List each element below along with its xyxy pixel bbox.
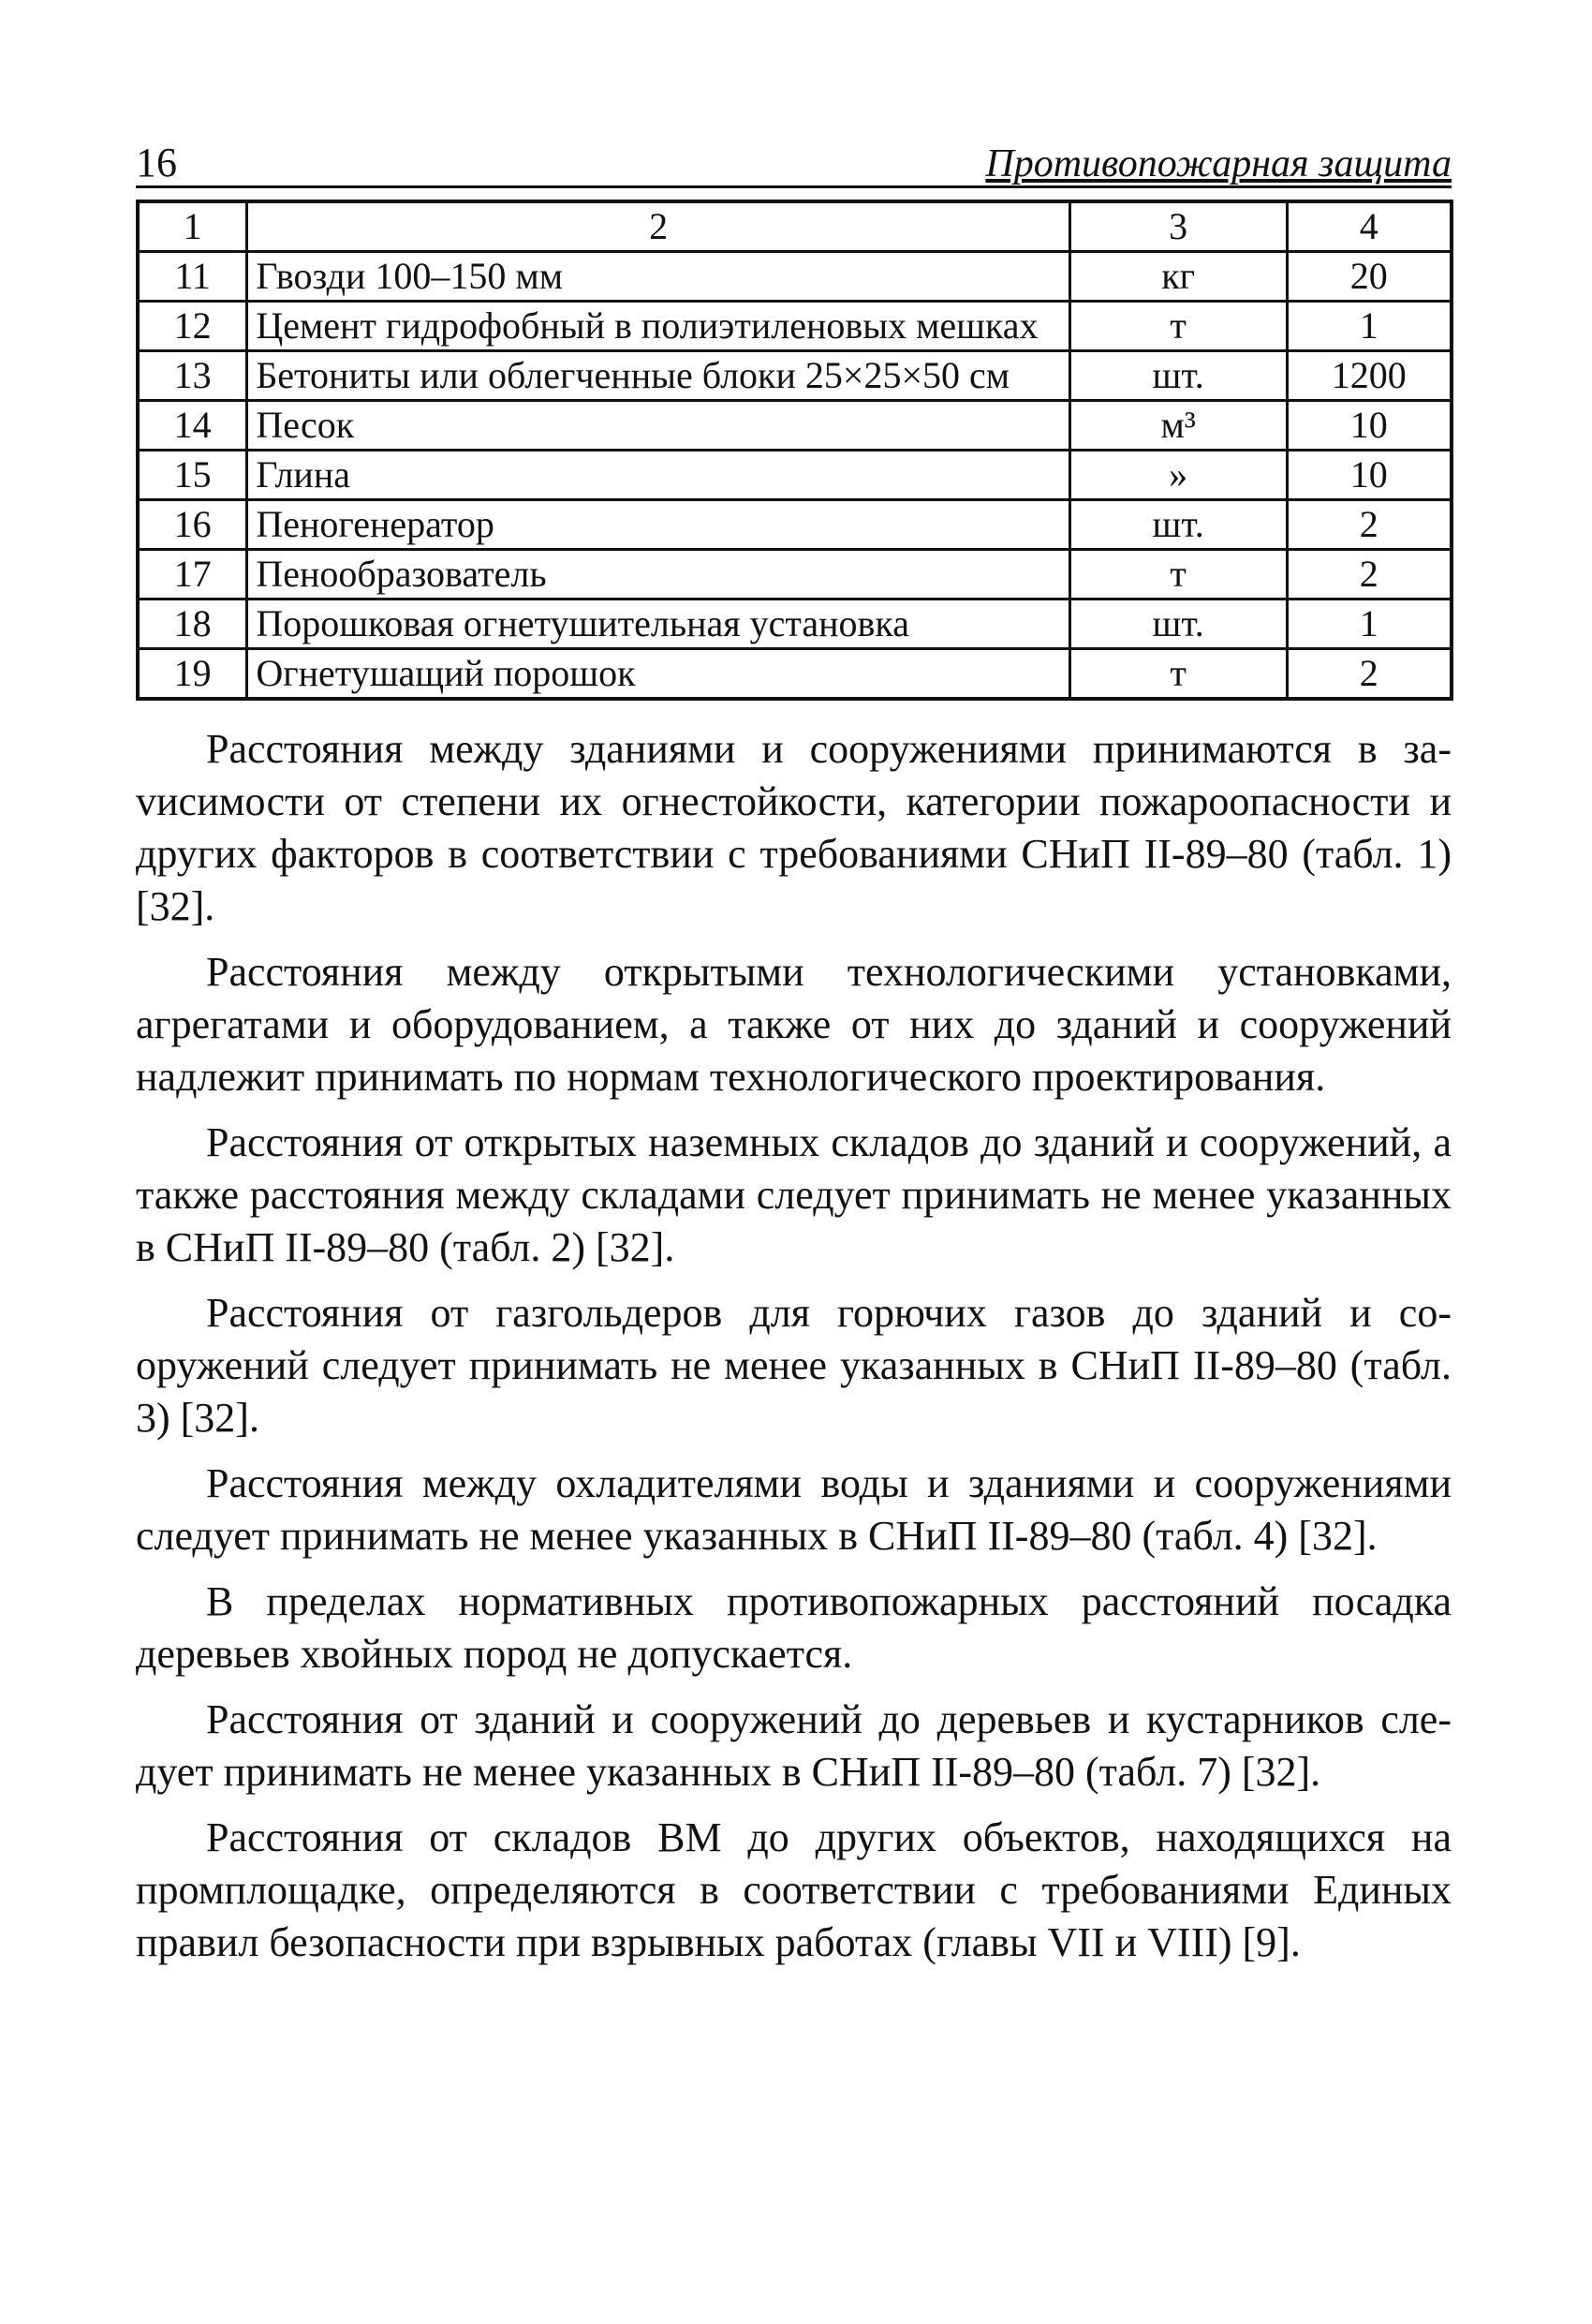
book-page xyxy=(136,131,1452,1982)
row-number-cell: 12 xyxy=(138,302,247,351)
unit-cell: » xyxy=(1069,451,1287,500)
paragraph: Расстояния от открытых наземных складов до зданий и сооружений, а также расстояния между складами следует принимать не менее указанных в СНиП II-89–80 (табл. 2) [32]. xyxy=(136,1119,1452,1270)
paragraph: Расстояния между открытыми технологическими установками, агрегатами и оборудованием, а также от них до зданий и сооружений надлежит принимать по нормам технологического проектирования. xyxy=(136,949,1452,1100)
material-name-cell: Огнетушащий порошок xyxy=(247,649,1070,700)
row-number-cell: 15 xyxy=(138,451,247,500)
material-name-cell: Порошковая огнетушительная установка xyxy=(247,600,1070,649)
quantity-cell: 2 xyxy=(1287,500,1452,550)
row-number-cell: 14 xyxy=(138,401,247,451)
unit-cell: шт. xyxy=(1069,500,1287,550)
row-number-cell: 13 xyxy=(138,351,247,401)
column-number-2: 2 xyxy=(247,201,1070,252)
quantity-cell: 10 xyxy=(1287,451,1452,500)
material-name-cell: Гвозди 100–150 мм xyxy=(247,252,1070,302)
paragraph: Расстояния от газгольдеров для горючих газов до зданий и сооружений следует принимать не менее указанных в СНиП II-89–80 (табл. 3) [32]. xyxy=(136,1290,1452,1441)
unit-cell: шт. xyxy=(1069,600,1287,649)
section-title: Противопожарная защита xyxy=(985,142,1452,185)
paragraph: Расстояния между охладителями воды и зданиями и сооружениями следует принимать не менее указанных в СНиП II-89–80 (табл. 4) [32]. xyxy=(136,1460,1452,1559)
quantity-cell: 20 xyxy=(1287,252,1452,302)
paragraph: Расстояния от складов ВМ до других объектов, находящихся на промплощадке, определяются в соответствии с требованиями Единых правил безопасности при взрывных работах (главы VII и VIII) [9]. xyxy=(136,1814,1452,1965)
quantity-cell: 10 xyxy=(1287,401,1452,451)
material-name-cell: Цемент гидрофобный в полиэтиленовых мешках xyxy=(247,302,1070,351)
table-row xyxy=(138,550,1452,600)
quantity-cell: 1 xyxy=(1287,600,1452,649)
unit-cell: шт. xyxy=(1069,351,1287,401)
table-header-row xyxy=(138,201,1452,252)
quantity-cell: 2 xyxy=(1287,550,1452,600)
quantity-cell: 1200 xyxy=(1287,351,1452,401)
table-row xyxy=(138,600,1452,649)
paragraph: В пределах нормативных противопожарных расстояний посадка деревьев хвойных пород не допускается. xyxy=(136,1578,1452,1677)
body-text xyxy=(136,723,1452,1969)
material-name-cell: Песок xyxy=(247,401,1070,451)
table-row xyxy=(138,500,1452,550)
table-row xyxy=(138,351,1452,401)
materials-table xyxy=(136,200,1453,701)
table-row xyxy=(138,451,1452,500)
unit-cell: т xyxy=(1069,302,1287,351)
table-row xyxy=(138,252,1452,302)
row-number-cell: 16 xyxy=(138,500,247,550)
material-name-cell: Бетониты или облегченные блоки 25×25×50 см xyxy=(247,351,1070,401)
unit-cell: м³ xyxy=(1069,401,1287,451)
row-number-cell: 17 xyxy=(138,550,247,600)
material-name-cell: Пенообразователь xyxy=(247,550,1070,600)
unit-cell: кг xyxy=(1069,252,1287,302)
column-number-3: 3 xyxy=(1069,201,1287,252)
column-number-4: 4 xyxy=(1287,201,1452,252)
table-row xyxy=(138,302,1452,351)
page-number: 16 xyxy=(136,140,177,185)
running-head xyxy=(136,131,1452,188)
row-number-cell: 11 xyxy=(138,252,247,302)
material-name-cell: Пеногенератор xyxy=(247,500,1070,550)
paragraph: Расстояния между зданиями и сооружениями принимаются в заvисимости от степени их огнестойкости, категории пожароопасности и других факторов в соответствии с требованиями СНиП II-89–80 (табл. 1) [32]. xyxy=(136,726,1452,929)
row-number-cell: 19 xyxy=(138,649,247,700)
table-row xyxy=(138,401,1452,451)
material-name-cell: Глина xyxy=(247,451,1070,500)
quantity-cell: 1 xyxy=(1287,302,1452,351)
table-row xyxy=(138,649,1452,700)
quantity-cell: 2 xyxy=(1287,649,1452,700)
paragraph: Расстояния от зданий и сооружений до деревьев и кустарников следует принимать не менее указанных в СНиП II-89–80 (табл. 7) [32]. xyxy=(136,1696,1452,1795)
unit-cell: т xyxy=(1069,550,1287,600)
row-number-cell: 18 xyxy=(138,600,247,649)
unit-cell: т xyxy=(1069,649,1287,700)
materials-table-body xyxy=(138,201,1452,699)
column-number-1: 1 xyxy=(138,201,247,252)
